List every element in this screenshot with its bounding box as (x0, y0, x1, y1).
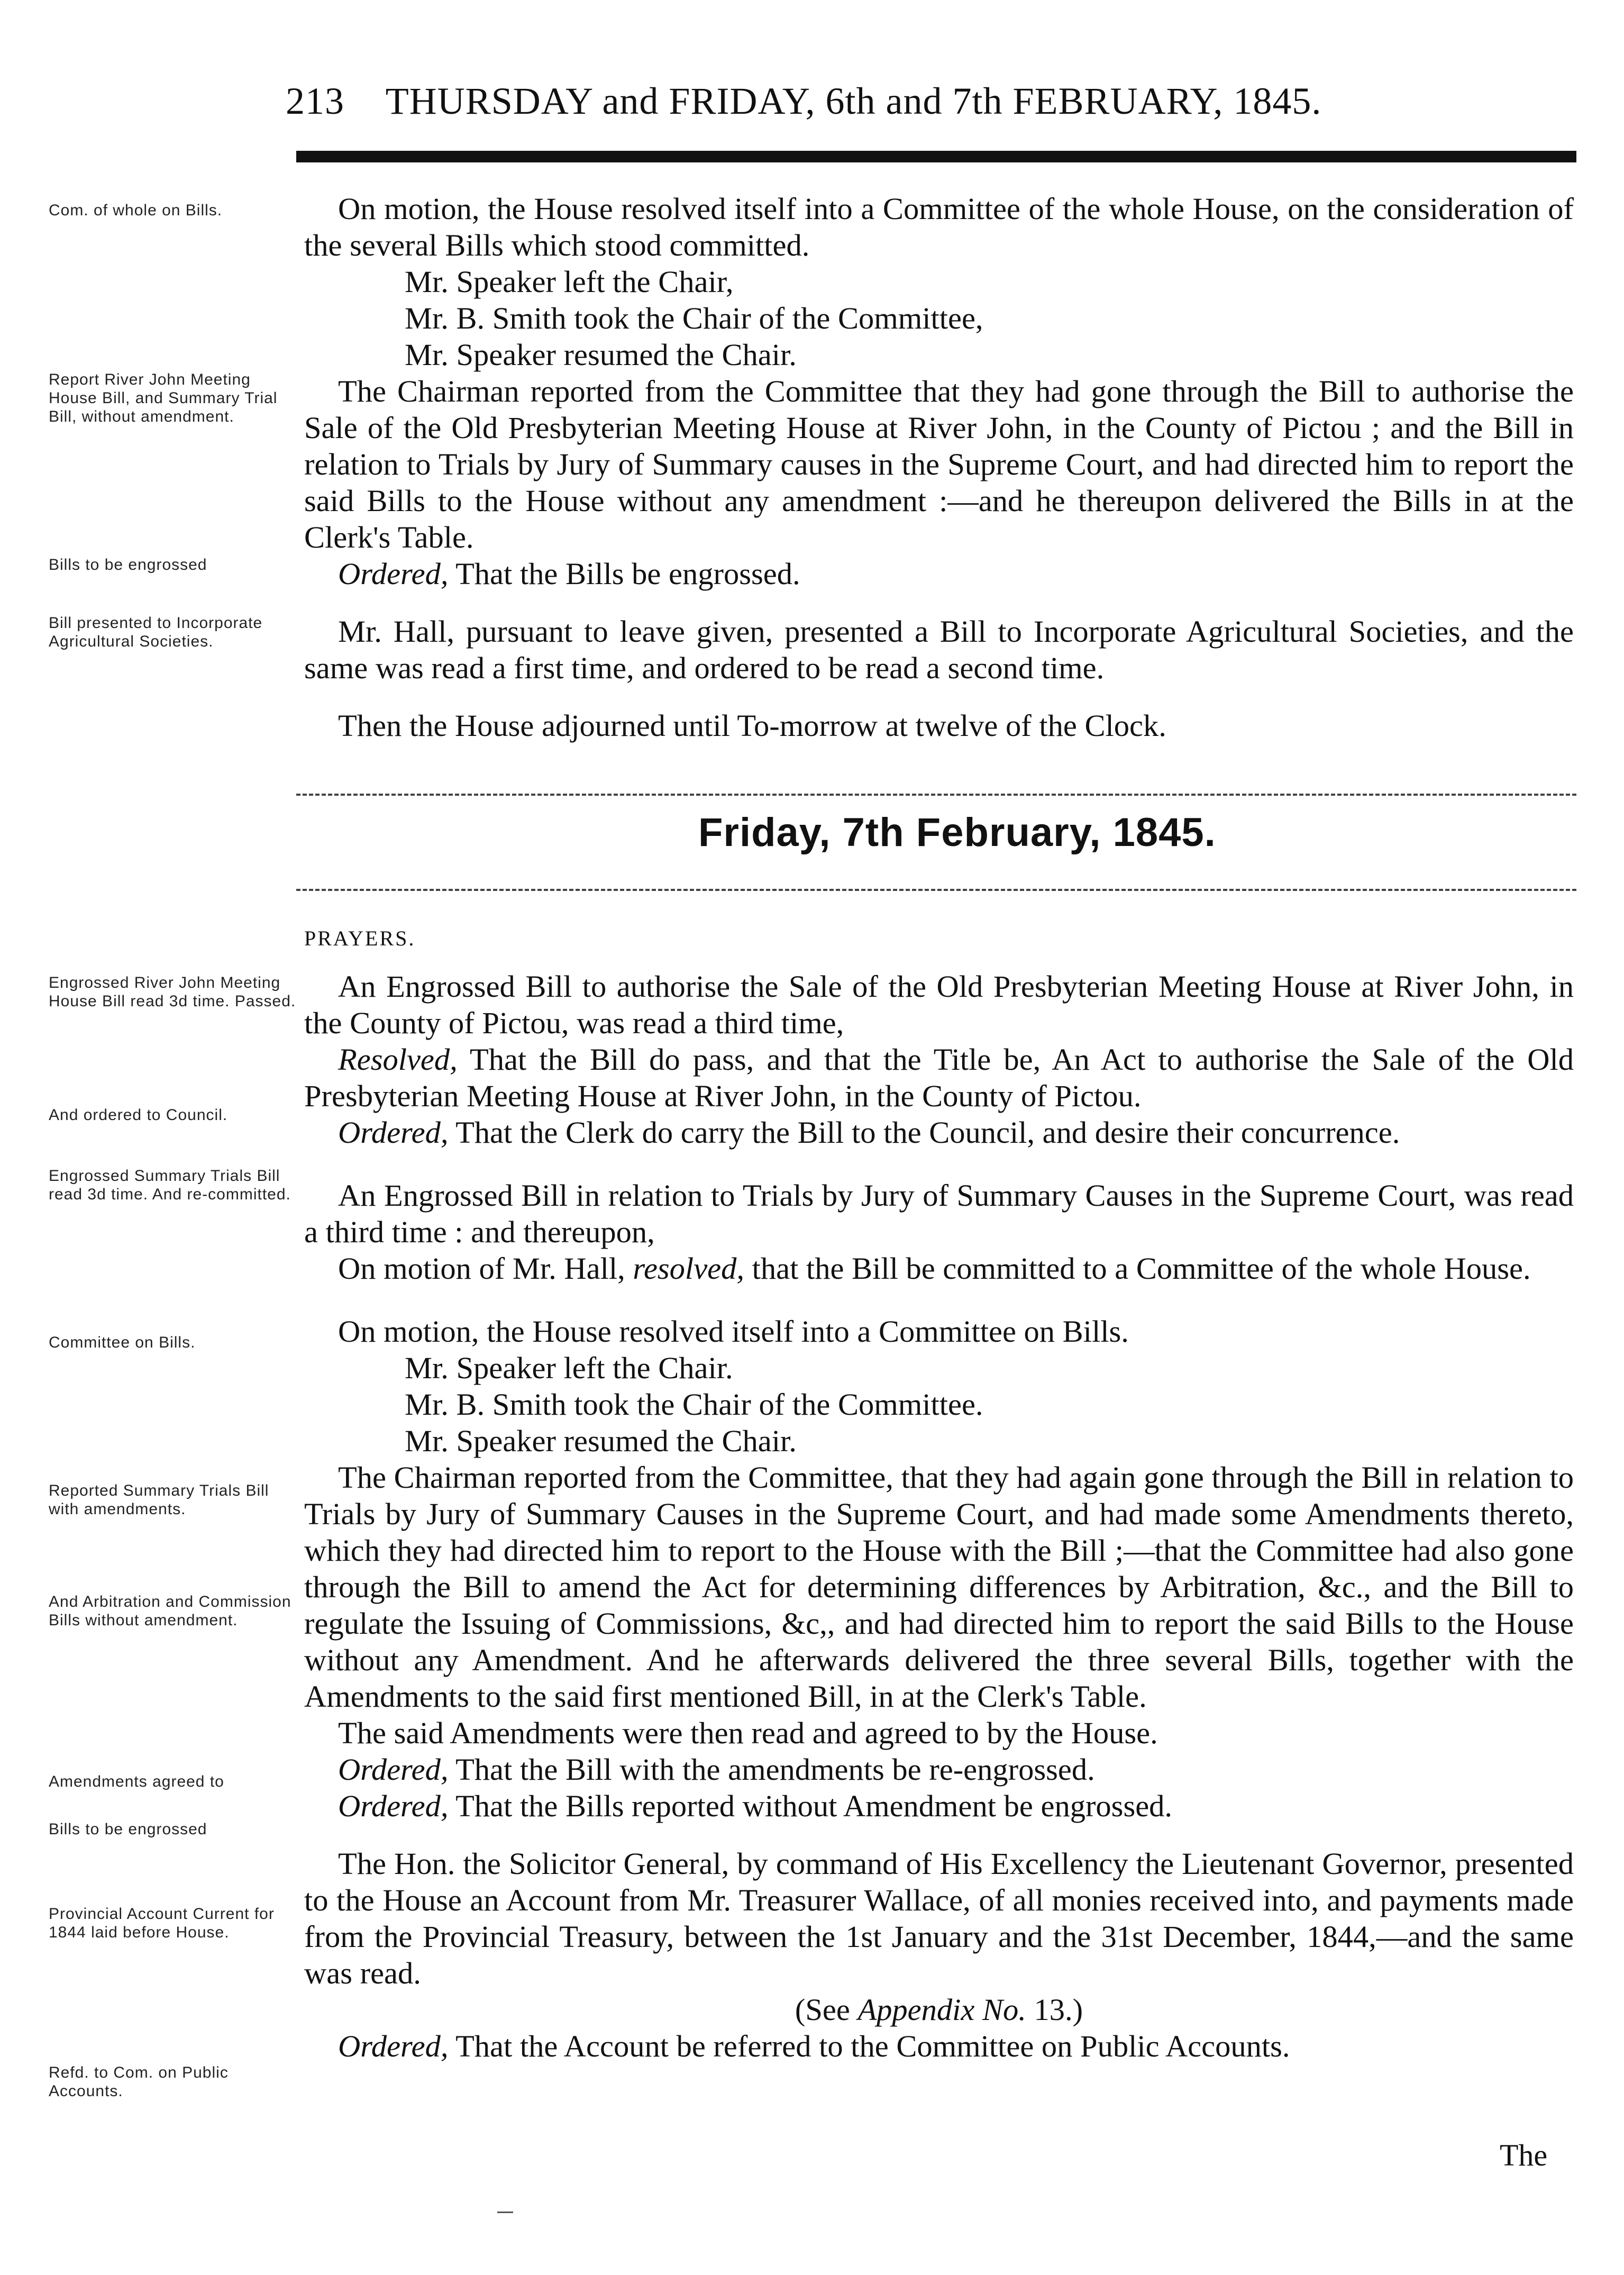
margin-note: Refd. to Com. on Public Accounts. (49, 2064, 229, 2100)
paragraph: An Engrossed Bill in relation to Trials by Jury of Summary Causes in the Supreme Court, was read a third time : and thereupon, (304, 1178, 1574, 1249)
paragraph-text: (See (795, 1992, 858, 2027)
paragraph (304, 556, 1574, 592)
paragraph: Mr. B. Smith took the Chair of the Committee, (405, 301, 983, 335)
catchword: The (1500, 2138, 1548, 2172)
paragraph (304, 1041, 1574, 1114)
margin-note: Bills to be engrossed (49, 556, 207, 574)
paragraph-text: 13.) (1026, 1992, 1083, 2027)
paragraph: The Hon. the Solicitor General, by command of His Excellency the Lieutenant Governor, presented to the House an Account from Mr. Treasurer Wallace, of all monies received into, and payments made from the Provincial Treasury, between the 1st January and the 31st December, 1844,—and the same was read. (304, 1846, 1574, 1990)
paragraph (304, 1250, 1574, 1287)
page-title: THURSDAY and FRIDAY, 6th and 7th FEBRUARY, 1845. (385, 80, 1322, 122)
paragraph: An Engrossed Bill to authorise the Sale of the Old Presbyterian Meeting House at River John, in the County of Pictou, was read a third time, (304, 969, 1574, 1040)
margin-note: Report River John Meeting House Bill, and Summary Trial Bill, without amendment. (49, 371, 278, 425)
paragraph: The said Amendments were then read and agreed to by the House. (338, 1716, 1158, 1750)
margin-note: Amendments agreed to (49, 1773, 224, 1790)
paragraph: On motion, the House resolved itself into a Committee on Bills. (338, 1314, 1129, 1349)
prayers-label: PRAYERS. (304, 926, 416, 950)
paragraph: Mr. Speaker resumed the Chair. (405, 338, 797, 372)
margin-note: Reported Summary Trials Bill with amendments. (49, 1482, 269, 1518)
paragraph (304, 2028, 1574, 2064)
italic-term: Ordered, (338, 1752, 449, 1787)
italic-term: Ordered, (338, 557, 449, 591)
margin-note: Provincial Account Current for 1844 laid before House. (49, 1905, 275, 1941)
paragraph-text: That the Bill with the amendments be re-engrossed. (448, 1752, 1095, 1787)
margin-note: Engrossed Summary Trials Bill read 3d time. And re-committed. (49, 1167, 291, 1203)
adjournment: Then the House adjourned until To-morrow at twelve of the Clock. (338, 708, 1166, 743)
appendix-reference (304, 1991, 1574, 2028)
paragraph: Mr. B. Smith took the Chair of the Committee. (405, 1387, 983, 1422)
margin-note: Com. of whole on Bills. (49, 202, 223, 219)
paragraph: The Chairman reported from the Committee that they had gone through the Bill to authorise the Sale of the Old Presbyterian Meeting House at River John, in the County of Pictou ; and the Bill in relation to Trials by Jury of Summary causes in the Supreme Court, and had directed him to report the said Bills to the House without any amendment :—and he thereupon delivered the Bills in at the Clerk's Table. (304, 374, 1574, 554)
paragraph (304, 1114, 1574, 1151)
paragraph-text: That the Bill do pass, and that the Title be, An Act to authorise the Sale of the Old Presbyterian Meeting House at River John, in the County of Pictou. (304, 1042, 1574, 1113)
paragraph: Mr. Hall, pursuant to leave given, presented a Bill to Incorporate Agricultural Societies, and the same was read a first time, and ordered to be read a second time. (304, 614, 1574, 685)
paragraph: On motion, the House resolved itself into a Committee of the whole House, on the consideration of the several Bills which stood committed. (304, 192, 1574, 262)
footer-mark (497, 2212, 513, 2213)
margin-note: And Arbitration and Commission Bills without amendment. (49, 1593, 291, 1629)
header-rule (296, 151, 1576, 162)
day-heading: Friday, 7th February, 1845. (698, 810, 1216, 855)
paragraph-text: That the Bills be engrossed. (448, 557, 800, 591)
margin-note: Engrossed River John Meeting House Bill read 3d time. Passed. (49, 974, 296, 1010)
margin-note: Bills to be engrossed (49, 1821, 207, 1838)
margin-note: Committee on Bills. (49, 1334, 196, 1351)
paragraph-text: That the Clerk do carry the Bill to the Council, and desire their concurrence. (448, 1115, 1400, 1150)
paragraph-text: On motion of Mr. Hall, (338, 1251, 633, 1286)
margin-note: And ordered to Council. (49, 1106, 228, 1124)
italic-term: Ordered, (338, 1115, 449, 1150)
paragraph (304, 1751, 1574, 1788)
section-divider (296, 794, 1576, 796)
section-divider (296, 889, 1576, 891)
paragraph: Mr. Speaker resumed the Chair. (405, 1424, 797, 1458)
friday-section (304, 968, 1574, 2064)
page-header (286, 79, 1555, 123)
paragraph-text: That the Account be referred to the Committee on Public Accounts. (448, 2029, 1290, 2063)
page-number: 213 (286, 80, 344, 122)
paragraph-text: That the Bills reported without Amendment be engrossed. (448, 1789, 1173, 1823)
italic-term: Ordered, (338, 2029, 449, 2063)
paragraph: The Chairman reported from the Committee, that they had again gone through the Bill in relation to Trials by Jury of Summary Causes in the Supreme Court, and had made some Amendments thereto, which they had directed him to report to the House with the Bill ;—that the Committee had also gone through the Bill to amend the Act for determining differences by Arbitration, &c., and the Bill to regulate the Issuing of Commissions, &c,, and had directed him to report the said Bills to the House without any Amendment. And he afterwards delivered the three several Bills, together with the Amendments to the said first mentioned Bill, in at the Clerk's Table. (304, 1460, 1574, 1714)
margin-note: Bill presented to Incorporate Agricultural Societies. (49, 614, 263, 650)
paragraph-text: that the Bill be committed to a Committee of the whole House. (744, 1251, 1531, 1286)
paragraph: Mr. Speaker left the Chair. (405, 1351, 733, 1385)
italic-term: resolved, (633, 1251, 744, 1286)
italic-term: Ordered, (338, 1789, 449, 1823)
italic-term: Resolved, (338, 1042, 458, 1077)
paragraph: Mr. Speaker left the Chair, (405, 265, 734, 299)
paragraph (304, 1788, 1574, 1824)
italic-term: Appendix No. (857, 1992, 1026, 2027)
thursday-section (304, 190, 1574, 744)
